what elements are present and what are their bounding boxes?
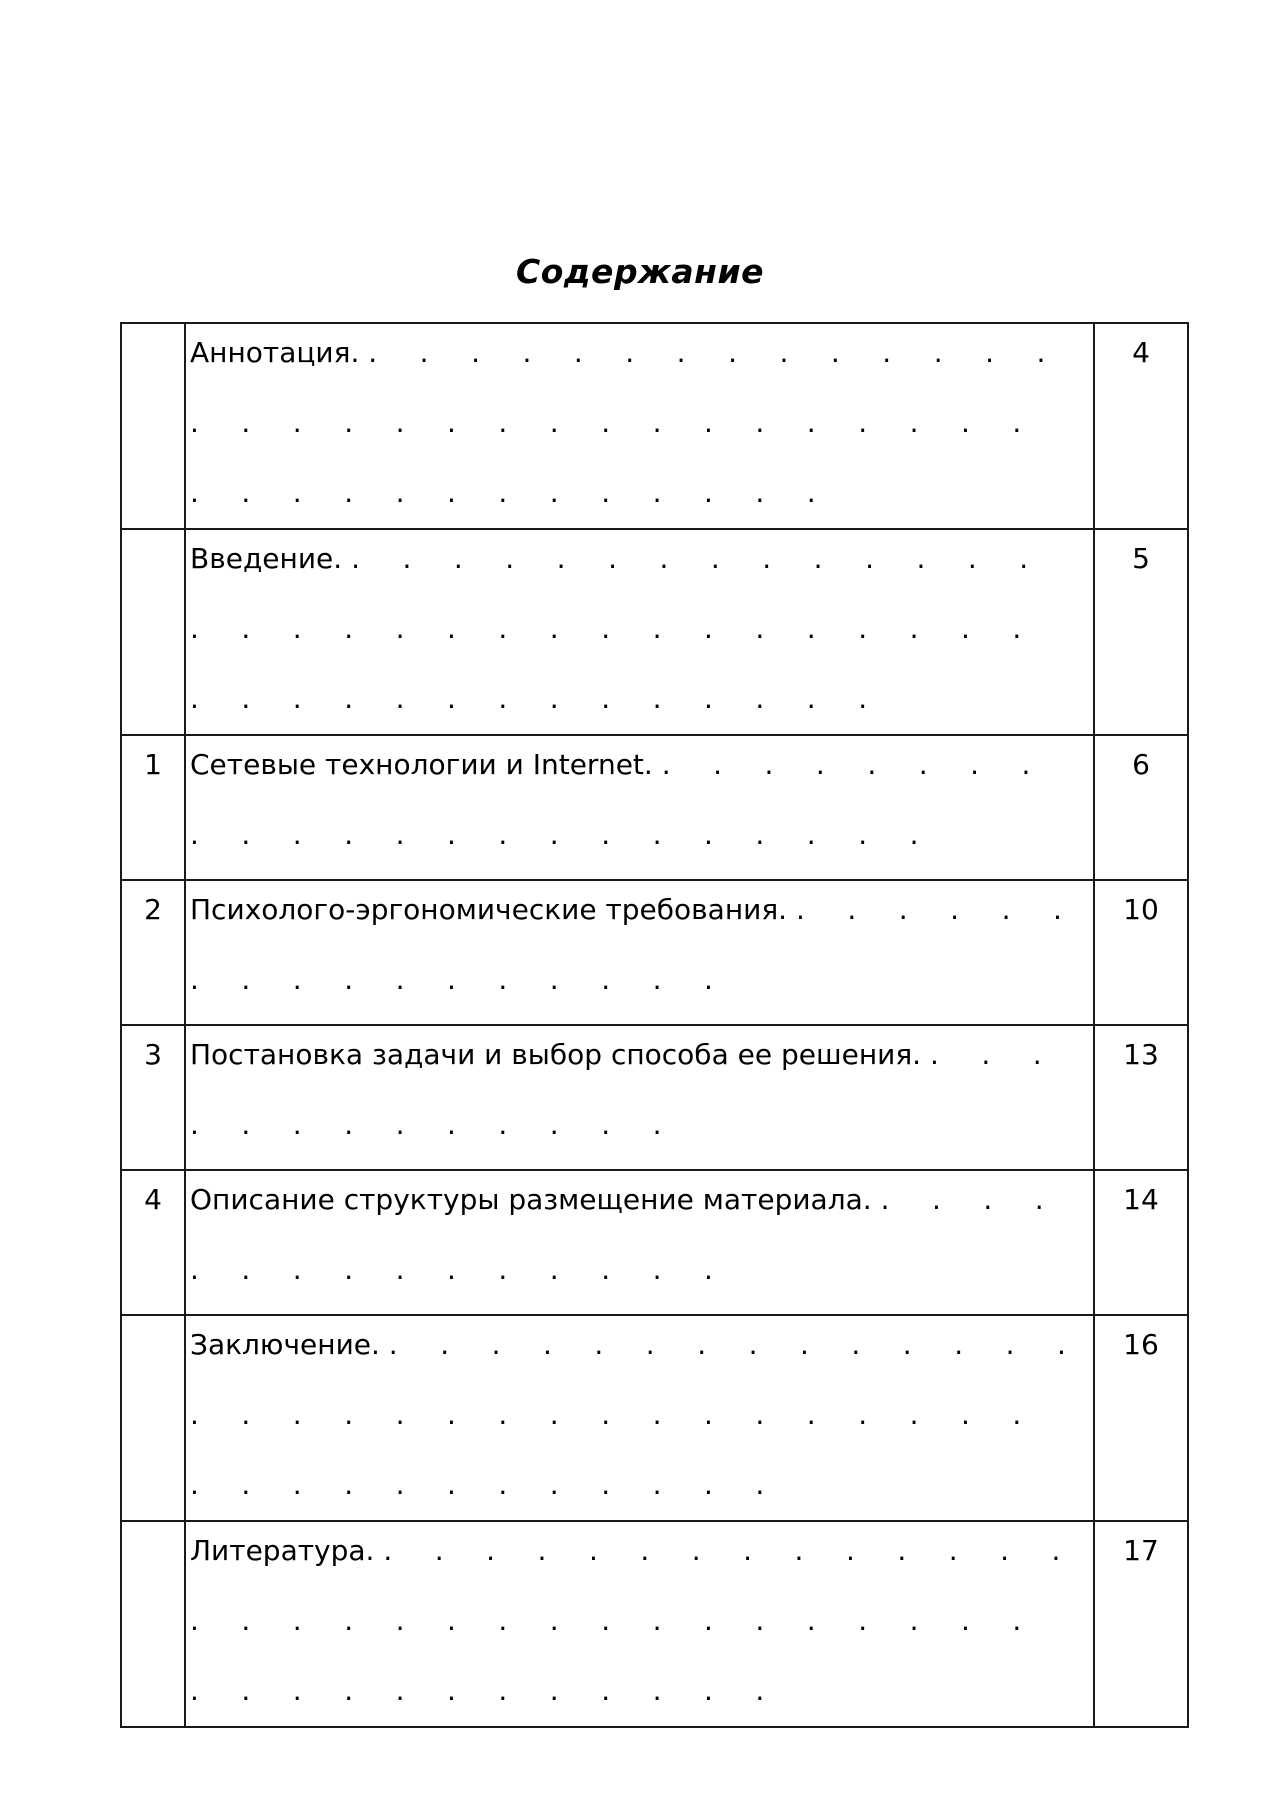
toc-entry-title: Психолого-эргономические требования. <box>190 893 788 926</box>
toc-section-number: 4 <box>144 1183 162 1216</box>
toc-page-number: 13 <box>1123 1038 1159 1071</box>
toc-leader-dots: . . . . . . . . . . . . . . . . . . . . . . . . . . . . . . . . . . . . . . . . . . . . . <box>190 542 1045 715</box>
toc-section-number-cell <box>121 323 185 529</box>
toc-entry-title: Описание структуры размещение материала. <box>190 1183 872 1216</box>
toc-entry-cell <box>185 1025 1094 1170</box>
toc-entry-text <box>190 318 1083 528</box>
toc-page-number: 17 <box>1123 1534 1159 1567</box>
toc-row <box>121 1025 1188 1170</box>
toc-leader-dots: . . . . . . . . . . . . . . . . . . . . . . . <box>190 748 1048 851</box>
toc-page-number: 14 <box>1123 1183 1159 1216</box>
toc-leader-dots: . . . . . . . . . . . . . . . . . . . . . . . . . . . . . . . . . . . . . . . . . . . . <box>190 336 1063 509</box>
toc-section-number-cell <box>121 529 185 735</box>
toc-page-cell <box>1094 529 1188 735</box>
toc-leader-dots: . . . . . . . . . . . . . . . . . <box>190 893 1079 996</box>
toc-section-number-cell <box>121 735 185 880</box>
toc-entry-text <box>190 1516 1083 1726</box>
toc-row <box>121 1521 1188 1727</box>
toc-entry-title: Постановка задачи и выбор способа ее решения. <box>190 1038 922 1071</box>
toc-section-number: 1 <box>144 748 162 781</box>
toc-entry-title: Заключение. <box>190 1328 380 1361</box>
toc-entry-cell <box>185 880 1094 1025</box>
toc-entry-text <box>190 1310 1083 1520</box>
toc-page-number: 4 <box>1132 336 1150 369</box>
toc-entry-cell <box>185 735 1094 880</box>
toc-row <box>121 880 1188 1025</box>
toc-entry-text <box>190 1020 1083 1160</box>
toc-entry-text <box>190 875 1083 1015</box>
toc-page-number: 16 <box>1123 1328 1159 1361</box>
toc-entry-cell <box>185 1521 1094 1727</box>
toc-section-number: 3 <box>144 1038 162 1071</box>
toc-entry-text <box>190 1165 1083 1305</box>
toc-leader-dots: . . . . . . . . . . . . . . . <box>190 1183 1061 1286</box>
page-title: Содержание <box>516 252 764 291</box>
toc-entry-text <box>190 730 1083 870</box>
toc-entry-title: Литература. <box>190 1534 375 1567</box>
toc-entry-cell <box>185 529 1094 735</box>
toc-page-cell <box>1094 1170 1188 1315</box>
toc-row <box>121 323 1188 529</box>
toc-section-number-cell <box>121 880 185 1025</box>
toc-row <box>121 529 1188 735</box>
toc-leader-dots: . . . . . . . . . . . . . . . . . . . . . . . . . . . . . . . . . . . . . . . . . . . <box>190 1328 1083 1501</box>
toc-entry-cell <box>185 1170 1094 1315</box>
toc-section-number-cell <box>121 1315 185 1521</box>
toc-entry-title: Сетевые технологии и Internet. <box>190 748 653 781</box>
toc-row <box>121 1170 1188 1315</box>
toc-entry-title: Аннотация. <box>190 336 360 369</box>
toc-page-cell <box>1094 1521 1188 1727</box>
toc-page-number: 5 <box>1132 542 1150 575</box>
toc-leader-dots: . . . . . . . . . . . . . <box>190 1038 1059 1141</box>
toc-section-number-cell <box>121 1025 185 1170</box>
toc-entry-text <box>190 524 1083 734</box>
toc-page-cell <box>1094 1025 1188 1170</box>
toc-page-cell <box>1094 1315 1188 1521</box>
toc-leader-dots: . . . . . . . . . . . . . . . . . . . . . . . . . . . . . . . . . . . . . . . . . . . <box>190 1534 1078 1707</box>
toc-entry-cell <box>185 323 1094 529</box>
toc-section-number-cell <box>121 1521 185 1727</box>
toc-section-number-cell <box>121 1170 185 1315</box>
toc-page-cell <box>1094 735 1188 880</box>
toc-row <box>121 1315 1188 1521</box>
toc-page-number: 6 <box>1132 748 1150 781</box>
toc-page-cell <box>1094 323 1188 529</box>
table-of-contents <box>120 322 1189 1728</box>
toc-page-cell <box>1094 880 1188 1025</box>
toc-section-number: 2 <box>144 893 162 926</box>
toc-page-number: 10 <box>1123 893 1159 926</box>
toc-entry-title: Введение. <box>190 542 343 575</box>
toc-entry-cell <box>185 1315 1094 1521</box>
toc-row <box>121 735 1188 880</box>
